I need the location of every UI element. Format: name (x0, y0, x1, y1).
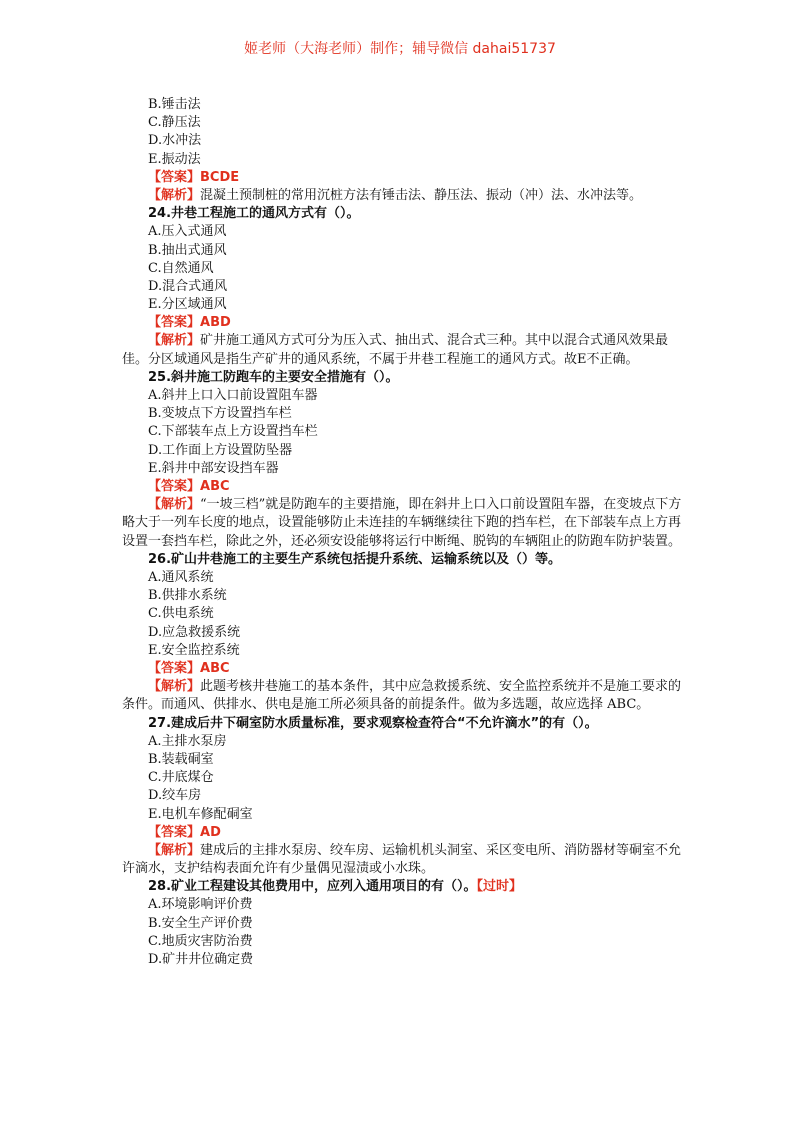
explanation-text: 建成后的主排水泵房、绞车房、运输机机头洞室、采区变电所、消防器材等硐室不允许滴水，支护结构表面允许有少量偶见湿渍或小水珠。 (122, 842, 682, 877)
option-e: E.斜井中部安设挡车器 (148, 460, 279, 476)
explanation-text: 矿井施工通风方式可分为压入式、抽出式、混合式三种。其中以混合式通风效果最佳。分区域通风是指生产矿井的通风系统，不属于井巷工程施工的通风方式。故E不正确。 (122, 333, 669, 367)
answer-tag: 【答案】 (148, 824, 201, 840)
answer-value: ABD (200, 315, 231, 331)
option-a: A.主排水泵房 (148, 733, 227, 749)
question-26: 26.矿山井巷施工的主要生产系统包括提升系统、运输系统以及（）等。 (148, 551, 562, 567)
question-25: 25.斜井施工防跑车的主要安全措施有（）。 (148, 369, 399, 385)
document-body (122, 96, 692, 969)
option-c: C.下部装车点上方设置挡车栏 (148, 424, 318, 440)
explanation (122, 332, 692, 368)
explanation (122, 842, 692, 878)
answer-tag: 【答案】 (148, 315, 201, 331)
explanation-tag: 【解析】 (148, 333, 201, 349)
option-c: C.自然通风 (148, 260, 214, 276)
answer-line (148, 824, 692, 842)
option-b: B.锤击法 (148, 97, 201, 112)
answer-value: BCDE (200, 169, 240, 185)
explanation-tag: 【解析】 (148, 497, 201, 513)
answer-tag: 【答案】 (148, 169, 201, 185)
option-e: E.分区域通风 (148, 297, 227, 313)
explanation-tag: 【解析】 (148, 679, 201, 695)
option-d: D.水冲法 (148, 133, 202, 149)
explanation-tag: 【解析】 (148, 187, 201, 203)
answer-line (148, 169, 692, 187)
option-a: A.通风系统 (148, 570, 214, 586)
answer-value: ABC (200, 660, 230, 676)
option-c: C.地质灾害防治费 (148, 933, 253, 949)
explanation (122, 678, 692, 714)
option-d: D.绞车房 (148, 788, 202, 804)
option-b: B.装载硐室 (148, 751, 214, 767)
explanation-tag: 【解析】 (148, 842, 201, 858)
option-c: C.静压法 (148, 115, 201, 131)
option-e: E.安全监控系统 (148, 642, 240, 658)
option-a: A.斜井上口入口前设置阻车器 (148, 388, 318, 404)
option-d: D.混合式通风 (148, 278, 228, 294)
answer-line (148, 314, 692, 332)
option-a: A.环境影响评价费 (148, 897, 253, 913)
question-27: 27.建成后井下硐室防水质量标准，要求观察检查符合“不允许滴水”的有（）。 (148, 715, 598, 731)
option-b: B.安全生产评价费 (148, 915, 253, 931)
option-b: B.供排水系统 (148, 588, 227, 604)
answer-tag: 【答案】 (148, 660, 201, 676)
option-b: B.变坡点下方设置挡车栏 (148, 406, 292, 422)
question-text: 28.矿业工程建设其他费用中，应列入通用项目的有（）。 (148, 879, 477, 895)
option-d: D.矿井井位确定费 (148, 952, 254, 968)
explanation-text: 此题考核井巷施工的基本条件，其中应急救援系统、安全监控系统并不是施工要求的条件。而通风、供排水、供电是施工所必须具备的前提条件。做为多选题，故应选择 ABC。 (122, 679, 682, 713)
answer-line (148, 660, 692, 678)
answer-line (148, 478, 692, 496)
explanation-text: 混凝土预制桩的常用沉桩方法有锤击法、静压法、振动（冲）法、水冲法等。 (200, 187, 643, 203)
page-header-watermark: 姬老师（大海老师）制作；辅导微信 dahai51737 (244, 41, 556, 57)
outdated-badge: 【过时】 (476, 879, 523, 895)
explanation-text: “一坡三档”就是防跑车的主要措施，即在斜井上口入口前设置阻车器，在变坡点下方略大于一列车长度的地点，设置能够防止未连挂的车辆继续往下跑的挡车栏，在下部装车点上方再设置一套挡车栏，除此之外，还必须安设能够将运行中断绳、脱钩的车辆阻止的防跑车防护装置。 (122, 497, 682, 549)
question-24: 24.井巷工程施工的通风方式有（）。 (148, 206, 360, 222)
option-a: A.压入式通风 (148, 224, 227, 240)
option-c: C.供电系统 (148, 606, 214, 622)
option-e: E.振动法 (148, 151, 201, 167)
option-c: C.井底煤仓 (148, 770, 214, 786)
explanation (122, 496, 692, 551)
answer-tag: 【答案】 (148, 479, 201, 495)
answer-value: ABC (200, 479, 230, 495)
option-b: B.抽出式通风 (148, 242, 227, 258)
answer-value: AD (200, 824, 221, 840)
option-d: D.应急救援系统 (148, 624, 241, 640)
option-e: E.电机车修配硐室 (148, 806, 253, 822)
explanation (122, 187, 692, 205)
option-d: D.工作面上方设置防坠器 (148, 442, 293, 458)
question-28 (148, 878, 692, 896)
